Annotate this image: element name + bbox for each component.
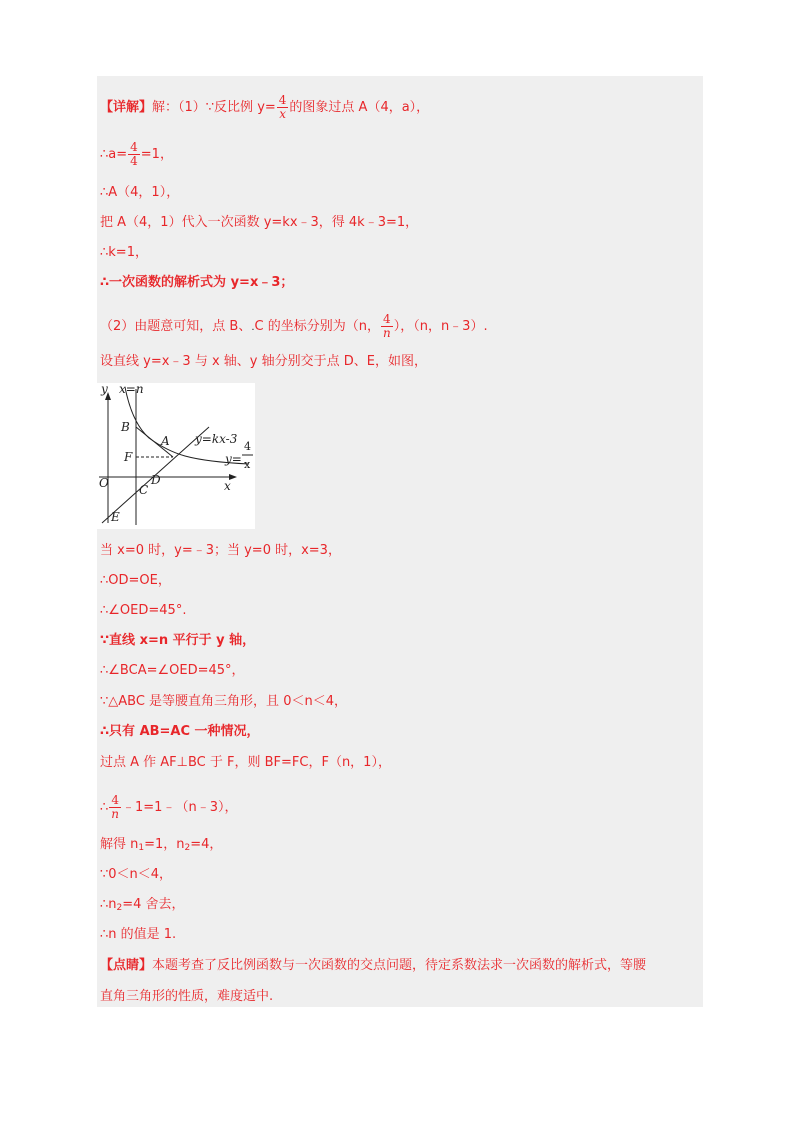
fraction-4-over-n: $\frac{4}{n}$ [382,312,391,340]
fraction-4-over-4: $\frac{4}{4}$ [130,140,138,168]
fraction-4-over-n-2: $\frac{4}{n}$ [111,793,120,821]
line-13: ∴∠BCA=∠OED=45°， [100,663,245,678]
line-8: 设直线 y=x﹣3 与 x 轴、y 轴分别交于点 D、E，如图， [100,354,427,369]
label-B: B [121,420,130,434]
line-19: ∵0＜n＜4， [100,867,173,882]
label-C: C [139,483,149,497]
label-hyperbola-num: 4 [244,440,251,453]
label-x-equals-n: x=n [119,383,144,396]
label-F: F [124,450,133,464]
line-20: ∴n2=4 舍去， [100,897,185,913]
line-3: ∴A（4，1）， [100,185,180,200]
label-A: A [161,434,170,448]
line-2: ∴a= $\frac{4}{4}$ =1， [100,140,173,168]
detail-heading: 【详解】 [100,100,153,115]
line-21: ∴n 的值是 1. [100,927,177,942]
comment-heading: 【点睛】 [100,958,153,973]
line-11: ∴∠OED=45°. [100,603,187,618]
fraction-4-over-x: $\frac{4}{x}$ [278,93,287,121]
label-O: O [99,476,109,490]
label-x: x [224,479,231,493]
label-hyperbola-prefix: y= [225,452,242,466]
line-10: ∴OD=OE， [100,573,171,588]
line-7: （2）由题意可知，点 B、.C 的坐标分别为（n， $\frac{4}{n}$ ），（n，n﹣3）. [100,312,488,340]
line-15: ∴只有 AB=AC 一种情况， [100,724,260,739]
function-graph [97,383,255,529]
line-17: ∴ $\frac{4}{n}$ ﹣1=1﹣（n﹣3）， [100,793,238,821]
label-E: E [111,510,120,524]
line-22: 【点睛】本题考查了反比例函数与一次函数的交点问题，待定系数法求一次函数的解析式，等腰 [100,958,647,973]
line-23: 直角三角形的性质，难度适中. [100,989,274,1004]
line-6: ∴一次函数的解析式为 y=x﹣3； [100,275,294,290]
label-hyperbola-den: x [244,458,251,471]
line-9: 当 x=0 时，y=﹣3；当 y=0 时，x=3， [100,543,341,558]
line-16: 过点 A 作 AF⊥BC 于 F，则 BF=FC，F（n，1）， [100,755,391,770]
label-y: y [101,383,108,396]
label-line: y=kx-3 [195,432,238,446]
label-D: D [151,473,161,487]
line-18: 解得 n1=1，n2=4， [100,837,223,853]
line-14: ∵△ABC 是等腰直角三角形，且 0＜n＜4， [100,694,347,709]
line-1: 【详解】解：（1）∵反比例 y= $\frac{4}{x}$ 的图象过点 A（4，a）， [100,93,430,121]
line-4: 把 A（4，1）代入一次函数 y=kx﹣3，得 4k﹣3=1， [100,215,419,230]
line-12: ∵直线 x=n 平行于 y 轴， [100,633,256,648]
line-5: ∴k=1， [100,245,148,260]
